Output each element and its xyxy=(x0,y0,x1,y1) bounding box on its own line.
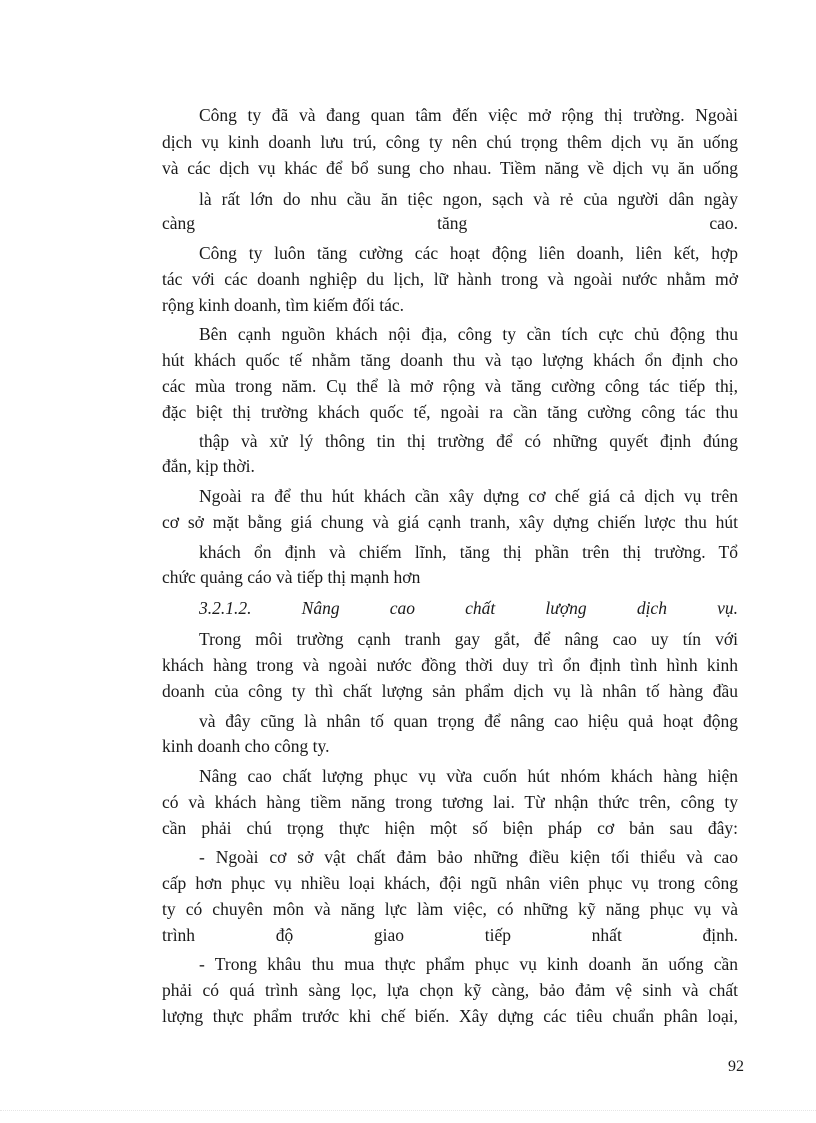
text-line: các mùa trong năm. Cụ thể là mở rộng và tăng cường công tác tiếp thị, xyxy=(162,376,738,396)
text-line: trình độ giao tiếp nhất định. xyxy=(162,925,738,945)
text-line: khách ổn định và chiếm lĩnh, tăng thị phần trên thị trường. Tổ xyxy=(199,542,738,562)
text-line: phải có quá trình sàng lọc, lựa chọn kỹ càng, bảo đảm vệ sinh và chất xyxy=(162,980,738,1000)
text-line: Công ty luôn tăng cường các hoạt động liên doanh, liên kết, hợp xyxy=(199,243,738,263)
text-line: Trong môi trường cạnh tranh gay gắt, để nâng cao uy tín với xyxy=(199,629,738,649)
text-line: hút khách quốc tế nhằm tăng doanh thu và tạo lượng khách ổn định cho xyxy=(162,350,738,370)
text-line: cần phải chú trọng thực hiện một số biện pháp cơ bản sau đây: xyxy=(162,818,738,838)
text-line: - Ngoài cơ sở vật chất đảm bảo những điều kiện tối thiểu và cao xyxy=(199,847,738,867)
text-line: cấp hơn phục vụ nhiều loại khách, đội ngũ nhân viên phục vụ trong công xyxy=(162,873,738,893)
text-line: - Trong khâu thu mua thực phẩm phục vụ kinh doanh ăn uống cần xyxy=(199,954,738,974)
text-line: Nâng cao chất lượng phục vụ vừa cuốn hút nhóm khách hàng hiện xyxy=(199,766,738,786)
text-line: Bên cạnh nguồn khách nội địa, công ty cần tích cực chủ động thu xyxy=(199,324,738,344)
text-line: ty có chuyên môn và năng lực làm việc, có những kỹ năng phục vụ và xyxy=(162,899,738,919)
page-number: 92 xyxy=(728,1058,744,1075)
text-line: lượng thực phẩm trước khi chế biến. Xây dựng các tiêu chuẩn phân loại, xyxy=(162,1006,738,1026)
text-line: đắn, kịp thời. xyxy=(162,456,255,476)
text-line: rộng kinh doanh, tìm kiếm đối tác. xyxy=(162,295,405,315)
text-line: doanh của công ty thì chất lượng sản phẩm dịch vụ là nhân tố hàng đầu xyxy=(162,681,738,701)
bottom-divider xyxy=(0,1110,816,1111)
text-line: là rất lớn do nhu cầu ăn tiệc ngon, sạch và rẻ của người dân ngày xyxy=(199,189,738,209)
text-line: khách hàng trong và ngoài nước đồng thời duy trì ổn định tình hình kinh xyxy=(162,655,738,675)
text-line: dịch vụ kinh doanh lưu trú, công ty nên chú trọng thêm dịch vụ ăn uống xyxy=(162,132,738,152)
text-line: kinh doanh cho công ty. xyxy=(162,736,330,756)
text-line: và đây cũng là nhân tố quan trọng để nâng cao hiệu quả hoạt động xyxy=(199,711,738,731)
text-line: tác với các doanh nghiệp du lịch, lữ hành trong và ngoài nước nhằm mở xyxy=(162,269,738,289)
text-line: có và khách hàng tiềm năng trong tương lai. Từ nhận thức trên, công ty xyxy=(162,792,738,812)
text-line: cơ sở mặt bằng giá chung và giá cạnh tranh, xây dựng chiến lược thu hút xyxy=(162,512,738,532)
text-line: càng tăng cao. xyxy=(162,213,738,233)
text-line: thập và xử lý thông tin thị trường để có những quyết định đúng xyxy=(199,431,738,451)
text-line: và các dịch vụ khác để bổ sung cho nhau. Tiềm năng về dịch vụ ăn uống xyxy=(162,158,738,178)
text-line: chức quảng cáo và tiếp thị mạnh hơn xyxy=(162,567,421,587)
text-line: đặc biệt thị trường khách quốc tế, ngoài ra cần tăng cường công tác thu xyxy=(162,402,738,422)
text-line: Công ty đã và đang quan tâm đến việc mở rộng thị trường. Ngoài xyxy=(199,105,738,125)
text-line: Ngoài ra để thu hút khách cần xây dựng cơ chế giá cả dịch vụ trên xyxy=(199,486,738,506)
section-heading: 3.2.1.2. Nâng cao chất lượng dịch vụ. xyxy=(199,598,738,618)
